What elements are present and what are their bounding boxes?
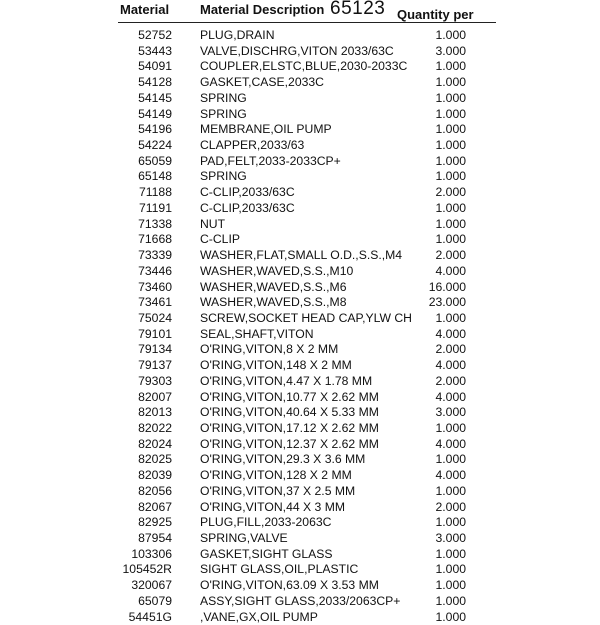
- quantity-cell: 1.000: [435, 106, 466, 121]
- material-cell: 75024: [138, 310, 172, 325]
- table-row: [0, 295, 600, 311]
- description-cell: SPRING,VALVE: [200, 531, 288, 545]
- material-cell: 54091: [138, 59, 172, 74]
- material-cell: 82013: [138, 405, 172, 420]
- material-cell: 73461: [138, 295, 172, 310]
- material-cell: 82925: [138, 515, 172, 530]
- table-row: [0, 217, 600, 233]
- table-row: [0, 358, 600, 374]
- table-row: [0, 201, 600, 217]
- quantity-cell: 2.000: [435, 248, 466, 263]
- description-cell: O'RING,VITON,40.64 X 5.33 MM: [200, 405, 379, 420]
- material-cell: 105452R: [122, 562, 172, 577]
- description-cell: ASSY,SIGHT GLASS,2033/2063CP+: [200, 593, 401, 608]
- table-row: [0, 594, 600, 610]
- description-cell: O'RING,VITON,17.12 X 2.62 MM: [200, 420, 379, 435]
- quantity-cell: 4.000: [435, 468, 466, 483]
- table-row: [0, 138, 600, 154]
- table-row: [0, 562, 600, 578]
- description-cell: O'RING,VITON,10.77 X 2.62 MM: [200, 389, 379, 404]
- table-row: [0, 327, 600, 343]
- quantity-cell: 2.000: [435, 185, 466, 200]
- table-row: [0, 122, 600, 138]
- description-cell: WASHER,WAVED,S.S.,M6: [200, 279, 347, 294]
- description-cell: O'RING,VITON,37 X 2.5 MM: [200, 483, 356, 498]
- material-cell: 65079: [138, 593, 172, 608]
- description-cell: SPRING: [200, 169, 247, 184]
- quantity-cell: 1.000: [435, 483, 466, 498]
- description-cell: C-CLIP,2033/63C: [200, 200, 295, 215]
- material-cell: 71338: [138, 216, 172, 231]
- material-cell: 54128: [138, 75, 172, 90]
- material-cell: 71191: [139, 200, 172, 215]
- table-row: [0, 264, 600, 280]
- table-row: [0, 578, 600, 594]
- material-cell: 65148: [138, 169, 172, 184]
- description-cell: O'RING,VITON,4.47 X 1.78 MM: [200, 373, 373, 388]
- description-cell: SPRING: [200, 106, 247, 121]
- material-cell: 79134: [138, 342, 172, 357]
- material-cell: 71668: [138, 232, 172, 247]
- description-cell: PLUG,DRAIN: [200, 28, 275, 42]
- quantity-cell: 1.000: [435, 515, 466, 530]
- material-cell: 53443: [138, 43, 172, 58]
- material-cell: 79101: [138, 326, 172, 341]
- quantity-cell: 1.000: [435, 28, 466, 42]
- table-row: [0, 547, 600, 563]
- description-cell: CLAPPER,2033/63: [200, 138, 305, 153]
- material-cell: 71188: [139, 185, 172, 200]
- material-cell: 54145: [138, 90, 172, 105]
- material-cell: 82024: [138, 436, 172, 451]
- material-cell: 54451G: [128, 609, 172, 624]
- description-cell: WASHER,WAVED,S.S.,M8: [200, 295, 347, 310]
- material-cell: 73460: [138, 279, 172, 294]
- description-cell: WASHER,FLAT,SMALL O.D.,S.S.,M4: [200, 248, 403, 263]
- description-cell: MEMBRANE,OIL PUMP: [200, 122, 332, 137]
- table-row: [0, 185, 600, 201]
- quantity-cell: 1.000: [435, 232, 466, 247]
- description-cell: SEAL,SHAFT,VITON: [200, 326, 314, 341]
- description-cell: GASKET,CASE,2033C: [200, 75, 324, 90]
- table-row: [0, 311, 600, 327]
- column-header-quantity: Quantity per: [397, 7, 474, 22]
- material-cell: 79303: [138, 373, 172, 388]
- description-cell: O'RING,VITON,29.3 X 3.6 MM: [200, 452, 366, 467]
- material-cell: 73446: [138, 263, 172, 278]
- material-cell: 73339: [138, 248, 172, 263]
- quantity-cell: 3.000: [435, 405, 466, 420]
- material-cell: 65059: [138, 153, 172, 168]
- description-cell: O'RING,VITON,128 X 2 MM: [200, 468, 352, 483]
- table-row: [0, 248, 600, 264]
- material-cell: 79137: [138, 358, 172, 373]
- description-cell: O'RING,VITON,12.37 X 2.62 MM: [200, 436, 379, 451]
- table-row: [0, 28, 600, 44]
- column-header-description: Material Description: [200, 2, 325, 17]
- description-cell: WASHER,WAVED,S.S.,M10: [200, 263, 354, 278]
- table-row: [0, 421, 600, 437]
- quantity-cell: 4.000: [435, 326, 466, 341]
- material-cell: 82056: [138, 483, 172, 498]
- table-row: [0, 232, 600, 248]
- quantity-cell: 4.000: [435, 263, 466, 278]
- material-cell: 82039: [138, 468, 172, 483]
- material-cell: 52752: [138, 28, 172, 42]
- column-header-material: Material: [120, 2, 170, 17]
- description-cell: O'RING,VITON,63.09 X 3.53 MM: [200, 578, 379, 593]
- quantity-cell: 1.000: [435, 75, 466, 90]
- description-cell: ,VANE,GX,OIL PUMP: [200, 609, 318, 624]
- header-divider: [118, 22, 496, 23]
- material-cell: 54224: [138, 138, 172, 153]
- quantity-cell: 1.000: [435, 153, 466, 168]
- quantity-cell: 3.000: [435, 531, 466, 545]
- description-cell: SPRING: [200, 90, 247, 105]
- quantity-cell: 3.000: [435, 43, 466, 58]
- quantity-cell: 2.000: [435, 342, 466, 357]
- description-cell: VALVE,DISCHRG,VITON 2033/63C: [200, 43, 394, 58]
- table-row: [0, 610, 600, 625]
- table-row: [0, 515, 600, 531]
- table-row: [0, 452, 600, 468]
- material-cell: 82007: [138, 389, 172, 404]
- table-row: [0, 107, 600, 123]
- material-cell: 82025: [138, 452, 172, 467]
- description-cell: COUPLER,ELSTC,BLUE,2030-2033C: [200, 59, 408, 74]
- quantity-cell: 16.000: [428, 279, 466, 294]
- material-cell: 82022: [138, 420, 172, 435]
- parts-table: [0, 28, 600, 625]
- quantity-cell: 1.000: [435, 420, 466, 435]
- table-row: [0, 44, 600, 60]
- quantity-cell: 2.000: [435, 373, 466, 388]
- description-cell: C-CLIP,2033/63C: [200, 185, 295, 200]
- material-cell: 320067: [131, 578, 172, 593]
- table-row: [0, 437, 600, 453]
- table-row: [0, 75, 600, 91]
- quantity-cell: 4.000: [435, 436, 466, 451]
- material-cell: 103306: [131, 546, 172, 561]
- quantity-cell: 1.000: [435, 138, 466, 153]
- kit-number: 65123: [330, 0, 386, 19]
- table-row: [0, 91, 600, 107]
- description-cell: SIGHT GLASS,OIL,PLASTIC: [200, 562, 359, 577]
- quantity-cell: 2.000: [435, 499, 466, 514]
- quantity-cell: 1.000: [435, 90, 466, 105]
- quantity-cell: 1.000: [435, 546, 466, 561]
- quantity-cell: 1.000: [435, 609, 466, 624]
- table-row: [0, 169, 600, 185]
- table-row: [0, 468, 600, 484]
- table-row: [0, 280, 600, 296]
- description-cell: GASKET,SIGHT GLASS: [200, 546, 333, 561]
- quantity-cell: 1.000: [435, 578, 466, 593]
- table-row: [0, 484, 600, 500]
- table-row: [0, 531, 600, 547]
- description-cell: NUT: [200, 216, 226, 231]
- material-cell: 54196: [138, 122, 172, 137]
- description-cell: SCREW,SOCKET HEAD CAP,YLW CH: [200, 310, 412, 325]
- description-cell: C-CLIP: [200, 232, 240, 247]
- quantity-cell: 1.000: [435, 169, 466, 184]
- quantity-cell: 4.000: [435, 389, 466, 404]
- table-row: [0, 59, 600, 75]
- description-cell: PAD,FELT,2033-2033CP+: [200, 153, 341, 168]
- description-cell: O'RING,VITON,148 X 2 MM: [200, 358, 352, 373]
- quantity-cell: 1.000: [435, 562, 466, 577]
- quantity-cell: 1.000: [435, 452, 466, 467]
- quantity-cell: 1.000: [435, 122, 466, 137]
- material-cell: 54149: [138, 106, 172, 121]
- description-cell: PLUG,FILL,2033-2063C: [200, 515, 332, 530]
- table-row: [0, 374, 600, 390]
- description-cell: O'RING,VITON,44 X 3 MM: [200, 499, 345, 514]
- material-cell: 87954: [138, 531, 172, 545]
- table-row: [0, 405, 600, 421]
- table-row: [0, 390, 600, 406]
- quantity-cell: 23.000: [428, 295, 466, 310]
- quantity-cell: 1.000: [435, 59, 466, 74]
- quantity-cell: 1.000: [435, 310, 466, 325]
- material-cell: 82067: [138, 499, 172, 514]
- quantity-cell: 1.000: [435, 200, 466, 215]
- quantity-cell: 4.000: [435, 358, 466, 373]
- table-row: [0, 500, 600, 516]
- quantity-cell: 1.000: [435, 593, 466, 608]
- description-cell: O'RING,VITON,8 X 2 MM: [200, 342, 339, 357]
- quantity-cell: 1.000: [435, 216, 466, 231]
- table-row: [0, 342, 600, 358]
- table-row: [0, 154, 600, 170]
